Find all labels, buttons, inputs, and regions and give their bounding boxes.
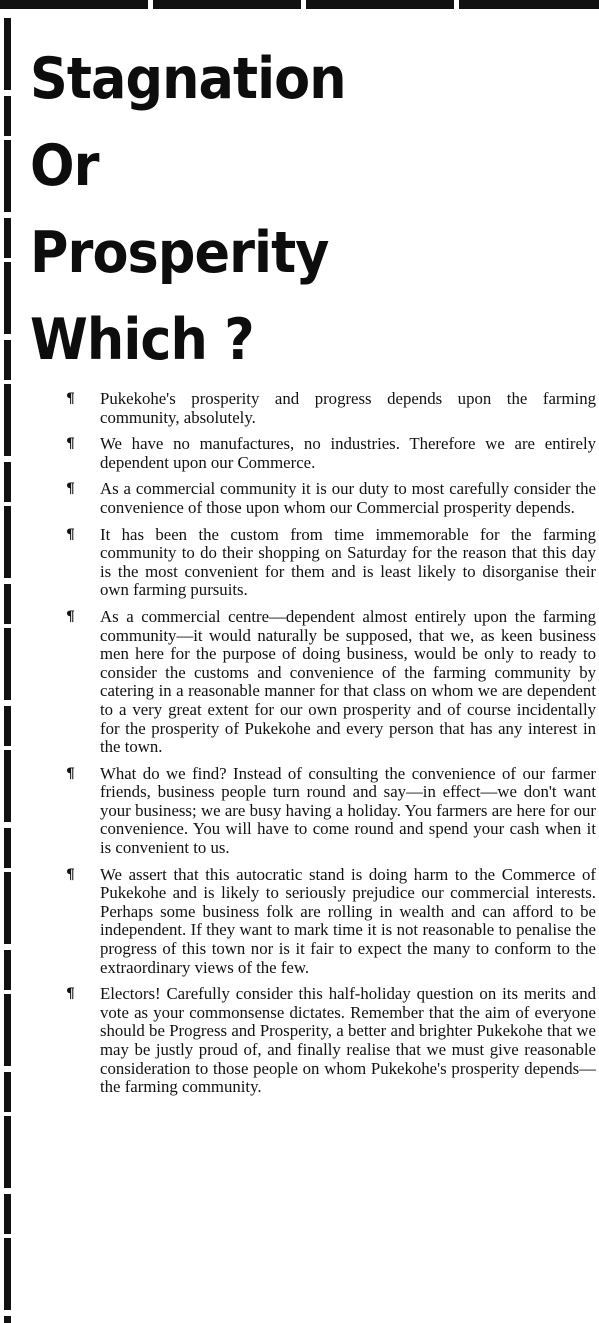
paragraph-text: Electors! Carefully consider this half-holiday question on its merits and vote as your commonsense dictates. Remember that the aim of everyone should be Progress and Prosperity, a better and brighter Pukekohe that we may be justly proud of, and finally realise that we must give reasonable consideration to those people on whom Pukekohe's prosperity depends—the farming community. <box>100 984 596 1097</box>
pilcrow-icon: ¶ <box>66 608 75 625</box>
paragraph <box>66 435 596 472</box>
paragraph <box>66 608 596 757</box>
headline-line-2: Or <box>30 133 99 199</box>
paragraph-text: It has been the custom from time immemorable for the farming community to do their shopping on Saturday for the reason that this day is the most convenient for them and is least likely to disorganise their own farming pursuits. <box>100 524 596 600</box>
left-border-rule <box>4 18 11 1323</box>
pilcrow-icon: ¶ <box>66 986 75 1003</box>
paragraph <box>66 390 596 427</box>
pilcrow-icon: ¶ <box>66 436 75 453</box>
headline-line-3: Prosperity <box>30 220 329 286</box>
paragraph-text: We assert that this autocratic stand is doing harm to the Commerce of Pukekohe and is likely to seriously prejudice our commercial interests. Perhaps some business folk are rolling in wealth and can afford to be independent. If they want to mark time it is not reasonable to penalise the progress of this town nor is it fair to expect the many to conform to the extraordinary views of the few. <box>100 864 596 977</box>
paragraph <box>66 765 596 858</box>
paragraph-text: Pukekohe's prosperity and progress depends upon the farming community, absolutely. <box>100 389 596 427</box>
paragraph-text: As a commercial community it is our duty to most carefully consider the convenience of those upon whom our Commercial prosperity depends. <box>100 479 596 517</box>
pilcrow-icon: ¶ <box>66 526 75 543</box>
pilcrow-icon: ¶ <box>66 866 75 883</box>
headline-line-1: Stagnation <box>30 46 346 112</box>
pilcrow-icon: ¶ <box>66 765 75 782</box>
paragraph <box>66 480 596 517</box>
headline <box>30 36 416 384</box>
paragraph <box>66 526 596 600</box>
headline-line-4: Which ? <box>30 307 254 373</box>
top-border-rule <box>0 0 599 9</box>
article-body <box>66 390 596 1105</box>
pilcrow-icon: ¶ <box>66 391 75 407</box>
pilcrow-icon: ¶ <box>66 481 75 498</box>
paragraph-text: We have no manufactures, no industries. Therefore we are entirely dependent upon our Commerce. <box>100 434 596 472</box>
paragraph <box>66 866 596 978</box>
paragraph-text: As a commercial centre—dependent almost entirely upon the farming community—it would naturally be supposed, that we, as keen business men here for the purpose of doing business, would be only to ready to consider the customs and convenience of the farming community by catering in a reasonable manner for that class on whom we are dependent to a very great extent for our own prosperity and of course incidentally for the prosperity of Pukekohe and every person that has any interest in the town. <box>100 606 596 757</box>
paragraph <box>66 985 596 1097</box>
paragraph-text: What do we find? Instead of consulting the convenience of our farmer friends, business people turn round and say—in effect—we don't want your business; we are busy having a holiday. You farmers are here for our convenience. You will have to come round and spend your cash when it is convenient to us. <box>100 763 596 858</box>
